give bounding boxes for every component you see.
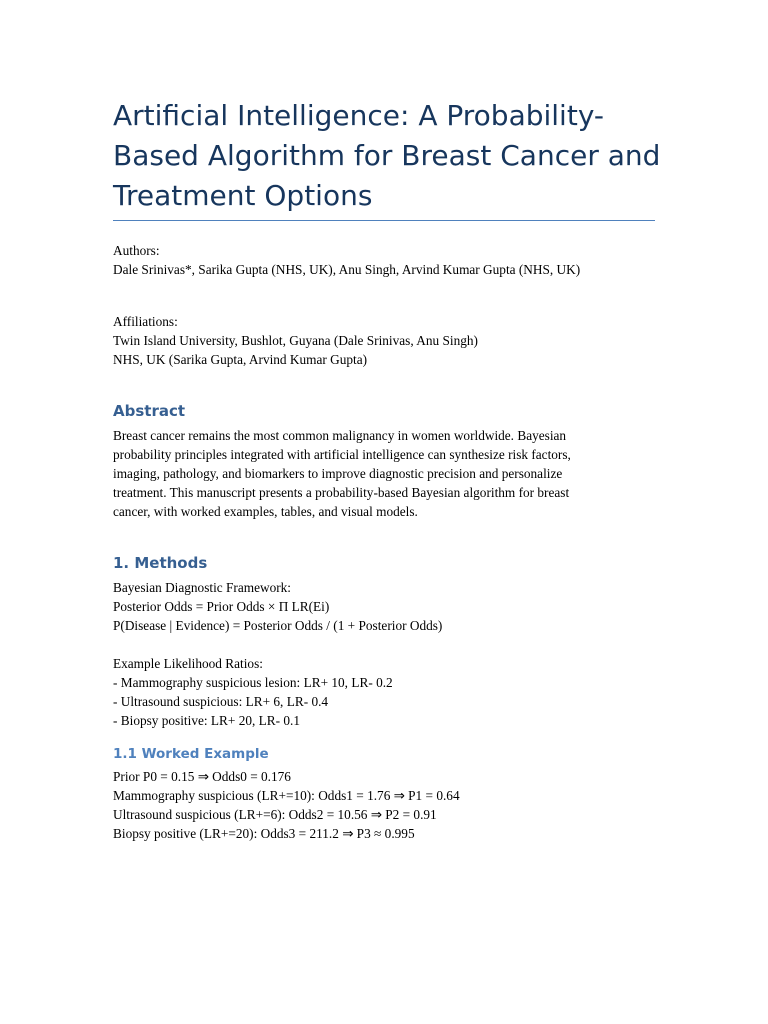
affiliations-label: Affiliations: <box>113 314 178 329</box>
worked-example-body <box>113 767 673 843</box>
authors-section <box>113 241 673 279</box>
worked-example-line: Prior P0 = 0.15 ⇒ Odds0 = 0.176 <box>113 769 291 784</box>
methods-heading: 1. Methods <box>113 554 208 572</box>
framework-formula: P(Disease | Evidence) = Posterior Odds / (1 + Posterior Odds) <box>113 618 443 633</box>
framework-formula: Posterior Odds = Prior Odds × Π LR(Ei) <box>113 599 330 614</box>
affiliation-line: NHS, UK (Sarika Gupta, Arvind Kumar Gupta) <box>113 352 368 367</box>
affiliation-line: Twin Island University, Bushlot, Guyana (Dale Srinivas, Anu Singh) <box>113 333 478 348</box>
worked-example-heading: 1.1 Worked Example <box>113 746 269 762</box>
title-underline <box>113 220 655 221</box>
lr-item: - Mammography suspicious lesion: LR+ 10, LR- 0.2 <box>113 675 393 690</box>
title-line: Artificial Intelligence: A Probability- <box>113 99 604 132</box>
lr-label: Example Likelihood Ratios: <box>113 656 263 671</box>
abstract-line: imaging, pathology, and biomarkers to improve diagnostic precision and personalize <box>113 466 563 481</box>
abstract-body <box>113 426 673 521</box>
abstract-line: treatment. This manuscript presents a probability-based Bayesian algorithm for breast <box>113 485 570 500</box>
methods-framework <box>113 578 673 635</box>
authors-label: Authors: <box>113 243 160 258</box>
worked-example-line: Mammography suspicious (LR+=10): Odds1 = 1.76 ⇒ P1 = 0.64 <box>113 788 460 803</box>
document-title <box>113 96 673 216</box>
title-line: Treatment Options <box>113 179 373 212</box>
worked-example-line: Ultrasound suspicious (LR+=6): Odds2 = 10.56 ⇒ P2 = 0.91 <box>113 807 437 822</box>
abstract-line: probability principles integrated with artificial intelligence can synthesize risk factors, <box>113 447 571 462</box>
framework-line: Bayesian Diagnostic Framework: <box>113 580 291 595</box>
likelihood-ratios <box>113 654 673 730</box>
lr-item: - Ultrasound suspicious: LR+ 6, LR- 0.4 <box>113 694 329 709</box>
abstract-line: cancer, with worked examples, tables, and visual models. <box>113 504 418 519</box>
abstract-line: Breast cancer remains the most common malignancy in women worldwide. Bayesian <box>113 428 567 443</box>
authors-text: Dale Srinivas*, Sarika Gupta (NHS, UK), Anu Singh, Arvind Kumar Gupta (NHS, UK) <box>113 262 581 277</box>
affiliations-section <box>113 312 673 369</box>
lr-item: - Biopsy positive: LR+ 20, LR- 0.1 <box>113 713 301 728</box>
worked-example-line: Biopsy positive (LR+=20): Odds3 = 211.2 ⇒ P3 ≈ 0.995 <box>113 826 415 841</box>
title-line: Based Algorithm for Breast Cancer and <box>113 139 661 172</box>
abstract-heading: Abstract <box>113 402 186 420</box>
